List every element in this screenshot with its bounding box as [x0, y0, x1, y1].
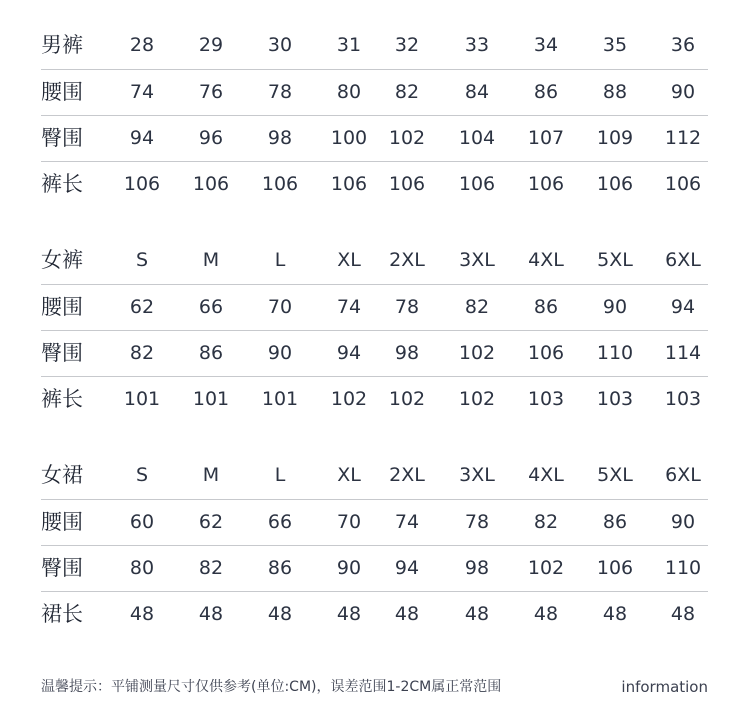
table-cell: 100 [330, 127, 368, 149]
table-cell: 74 [129, 81, 155, 103]
table-cell: 30 [267, 34, 293, 56]
table-cell: 35 [602, 34, 628, 56]
table-cell: 82 [198, 557, 224, 579]
table-cell: 98 [394, 342, 420, 364]
row-label: 女裤 [41, 248, 83, 272]
table-cell: 90 [336, 557, 362, 579]
table-row [41, 499, 708, 545]
table-cell: 66 [267, 511, 293, 533]
row-label: 臀围 [41, 126, 83, 150]
table-cell: 86 [267, 557, 293, 579]
table-cell: 78 [267, 81, 293, 103]
row-label: 腰围 [41, 295, 83, 319]
table-row [41, 376, 708, 422]
table-cell: 103 [527, 388, 565, 410]
table-cell: 90 [602, 296, 628, 318]
table-cell: 101 [261, 388, 299, 410]
table-cell: 112 [664, 127, 702, 149]
table-cell: 106 [664, 173, 702, 195]
row-label: 裙长 [41, 602, 83, 626]
table-cell: 88 [602, 81, 628, 103]
table-cell: L [274, 249, 286, 271]
table-cell: M [202, 464, 220, 486]
table-cell: 103 [596, 388, 634, 410]
table-cell: 104 [458, 127, 496, 149]
row-label: 女裙 [41, 463, 83, 487]
table-cell: 48 [267, 603, 293, 625]
table-cell: 86 [602, 511, 628, 533]
table-cell: 31 [336, 34, 362, 56]
table-cell: 4XL [528, 249, 564, 271]
table-cell: 2XL [389, 249, 425, 271]
table-cell: 98 [267, 127, 293, 149]
table-cell: 76 [198, 81, 224, 103]
table-cell: 70 [267, 296, 293, 318]
size-table-womens-skirts [41, 453, 708, 637]
table-cell: 106 [388, 173, 426, 195]
table-cell: 90 [670, 81, 696, 103]
table-row [41, 284, 708, 330]
table-cell: 6XL [665, 249, 701, 271]
row-label: 裤长 [41, 172, 83, 196]
table-cell: 70 [336, 511, 362, 533]
table-cell: 102 [330, 388, 368, 410]
table-cell: 106 [527, 173, 565, 195]
table-cell: 78 [394, 296, 420, 318]
row-label: 腰围 [41, 80, 83, 104]
size-table-mens-pants [41, 23, 708, 207]
table-cell: 106 [261, 173, 299, 195]
table-cell: 62 [198, 511, 224, 533]
table-cell: 107 [527, 127, 565, 149]
size-table-womens-pants [41, 238, 708, 422]
table-cell: 48 [533, 603, 559, 625]
table-cell: 29 [198, 34, 224, 56]
table-cell: 86 [198, 342, 224, 364]
table-cell: 101 [123, 388, 161, 410]
table-cell: 82 [464, 296, 490, 318]
table-cell: L [274, 464, 286, 486]
table-cell: 74 [336, 296, 362, 318]
table-cell: S [135, 464, 149, 486]
table-cell: 82 [533, 511, 559, 533]
table-cell: 80 [336, 81, 362, 103]
table-row [41, 591, 708, 637]
table-cell: 94 [129, 127, 155, 149]
table-cell: 66 [198, 296, 224, 318]
table-cell: 33 [464, 34, 490, 56]
table-cell: 84 [464, 81, 490, 103]
table-cell: 48 [198, 603, 224, 625]
table-row [41, 545, 708, 591]
table-cell: 5XL [597, 464, 633, 486]
table-row [41, 23, 708, 69]
table-cell: 28 [129, 34, 155, 56]
table-cell: 102 [458, 388, 496, 410]
table-cell: 110 [664, 557, 702, 579]
table-cell: 48 [394, 603, 420, 625]
table-row [41, 238, 708, 284]
table-cell: 110 [596, 342, 634, 364]
row-label: 臀围 [41, 341, 83, 365]
table-cell: 94 [670, 296, 696, 318]
table-cell: 32 [394, 34, 420, 56]
table-cell: 74 [394, 511, 420, 533]
row-label: 男裤 [41, 33, 83, 57]
table-row [41, 115, 708, 161]
table-cell: 106 [123, 173, 161, 195]
table-cell: 48 [602, 603, 628, 625]
table-cell: 6XL [665, 464, 701, 486]
table-cell: XL [337, 249, 361, 271]
table-cell: 82 [129, 342, 155, 364]
table-cell: 101 [192, 388, 230, 410]
table-cell: 48 [464, 603, 490, 625]
table-cell: 94 [394, 557, 420, 579]
table-cell: 80 [129, 557, 155, 579]
table-cell: 86 [533, 296, 559, 318]
table-cell: 102 [458, 342, 496, 364]
table-cell: 103 [664, 388, 702, 410]
table-cell: 5XL [597, 249, 633, 271]
table-cell: 48 [336, 603, 362, 625]
row-label: 裤长 [41, 387, 83, 411]
table-cell: 106 [596, 173, 634, 195]
table-cell: 102 [388, 388, 426, 410]
table-cell: 34 [533, 34, 559, 56]
table-cell: 102 [527, 557, 565, 579]
table-cell: 98 [464, 557, 490, 579]
table-cell: 86 [533, 81, 559, 103]
table-cell: 106 [458, 173, 496, 195]
table-row [41, 330, 708, 376]
table-cell: 106 [330, 173, 368, 195]
table-cell: XL [337, 464, 361, 486]
table-cell: 96 [198, 127, 224, 149]
table-cell: 36 [670, 34, 696, 56]
row-label: 腰围 [41, 510, 83, 534]
table-cell: 48 [670, 603, 696, 625]
table-cell: 3XL [459, 464, 495, 486]
table-cell: S [135, 249, 149, 271]
table-cell: 90 [267, 342, 293, 364]
table-cell: 90 [670, 511, 696, 533]
table-cell: 106 [596, 557, 634, 579]
table-cell: 48 [129, 603, 155, 625]
information-label: information [621, 678, 708, 696]
table-row [41, 161, 708, 207]
row-label: 臀围 [41, 556, 83, 580]
table-cell: 106 [192, 173, 230, 195]
table-cell: 60 [129, 511, 155, 533]
table-row [41, 69, 708, 115]
table-cell: 109 [596, 127, 634, 149]
table-cell: 102 [388, 127, 426, 149]
table-row [41, 453, 708, 499]
table-cell: 114 [664, 342, 702, 364]
table-cell: 106 [527, 342, 565, 364]
table-cell: 3XL [459, 249, 495, 271]
table-cell: 94 [336, 342, 362, 364]
table-cell: 4XL [528, 464, 564, 486]
table-cell: 82 [394, 81, 420, 103]
table-cell: 62 [129, 296, 155, 318]
table-cell: 78 [464, 511, 490, 533]
measurement-note: 温馨提示：平铺测量尺寸仅供参考(单位:CM)，误差范围1-2CM属正常范围 [41, 679, 502, 695]
table-cell: M [202, 249, 220, 271]
table-cell: 2XL [389, 464, 425, 486]
